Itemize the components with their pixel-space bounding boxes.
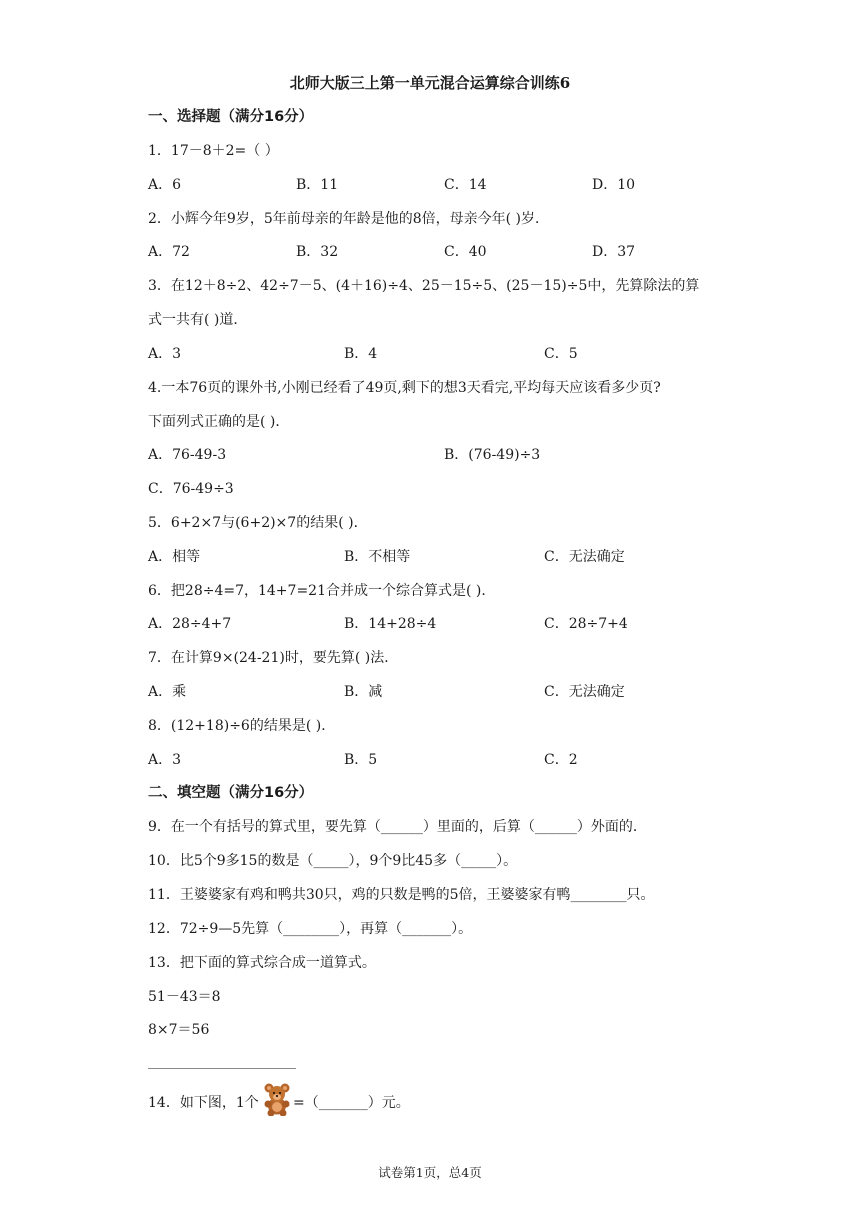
q7-option-b: B．减 (344, 684, 383, 700)
question-9: 9．在一个有括号的算式里，要先算（______）里面的，后算（______）外面的． (148, 819, 647, 835)
q1-option-a: A．6 (148, 177, 182, 193)
section-heading-choice: 一、选择题（满分16分） (148, 109, 314, 125)
question-14-prefix: 14．如下图，1个 (148, 1095, 259, 1111)
q4-option-a: A．76-49-3 (148, 447, 227, 463)
question-4: 4.一本76页的课外书,小刚已经看了49页,剩下的想3天看完,平均每天应该看多少页? (148, 380, 661, 396)
equation-1: 51－43＝8 (148, 989, 221, 1005)
section-heading-fill: 二、填空题（满分16分） (148, 785, 314, 801)
page-title: 北师大版三上第一单元混合运算综合训练6 (289, 74, 571, 92)
q5-option-a: A．相等 (148, 549, 201, 565)
q6-option-b: B．14+28÷4 (344, 616, 437, 632)
question-4-cont: 下面列式正确的是( )． (148, 414, 290, 430)
q1-option-d: D．10 (592, 177, 636, 193)
question-14-suffix: =（_______）元。 (293, 1095, 410, 1111)
q5-option-c: C．无法确定 (544, 549, 625, 565)
q3-option-c: C．5 (544, 346, 578, 362)
teddy-bear-icon (262, 1082, 292, 1116)
question-12: 12．72÷9—5先算（________），再算（_______）。 (148, 921, 473, 937)
q2-option-b: B．32 (296, 244, 339, 260)
question-13: 13．把下面的算式综合成一道算式。 (148, 955, 376, 971)
q4-option-b: B．(76-49)÷3 (444, 447, 541, 463)
q4-option-c: C．76-49÷3 (148, 481, 234, 497)
question-2: 2．小辉今年9岁，5年前母亲的年龄是他的8倍，母亲今年( )岁． (148, 211, 550, 227)
question-1: 1．17－8＋2=（ ） (148, 143, 279, 159)
question-7: 7．在计算9×(24-21)时，要先算( )法． (148, 650, 399, 666)
q8-option-a: A．3 (148, 752, 182, 768)
q7-option-a: A．乘 (148, 684, 187, 700)
q2-option-d: D．37 (592, 244, 636, 260)
page-footer: 试卷第1页，总4页 (378, 1165, 482, 1180)
q3-option-a: A．3 (148, 346, 182, 362)
q6-option-c: C．28÷7+4 (544, 616, 628, 632)
question-11: 11．王婆婆家有鸡和鸭共30只，鸡的只数是鸭的5倍，王婆婆家有鸭________只。 (148, 887, 655, 903)
question-10: 10．比5个9多15的数是（_____），9个9比45多（_____）。 (148, 853, 518, 869)
q3-option-b: B．4 (344, 346, 378, 362)
equation-2: 8×7＝56 (148, 1022, 210, 1038)
question-5: 5．6+2×7与(6+2)×7的结果( )． (148, 515, 368, 531)
question-3: 3．在12＋8÷2、42÷7－5、(4＋16)÷4、25－15÷5、(25－15)÷5中，先算除法的算 (148, 278, 700, 294)
q6-option-a: A．28÷4+7 (148, 616, 232, 632)
q2-option-a: A．72 (148, 244, 190, 260)
answer-line (148, 1068, 296, 1069)
q1-option-c: C．14 (444, 177, 487, 193)
q8-option-b: B．5 (344, 752, 378, 768)
q1-option-b: B．11 (296, 177, 339, 193)
q8-option-c: C．2 (544, 752, 578, 768)
q7-option-c: C．无法确定 (544, 684, 625, 700)
question-3-cont: 式一共有( )道． (148, 312, 248, 328)
q2-option-c: C．40 (444, 244, 487, 260)
question-8: 8．(12+18)÷6的结果是( )． (148, 718, 336, 734)
q5-option-b: B．不相等 (344, 549, 411, 565)
question-6: 6．把28÷4=7，14+7=21合并成一个综合算式是( )． (148, 583, 496, 599)
